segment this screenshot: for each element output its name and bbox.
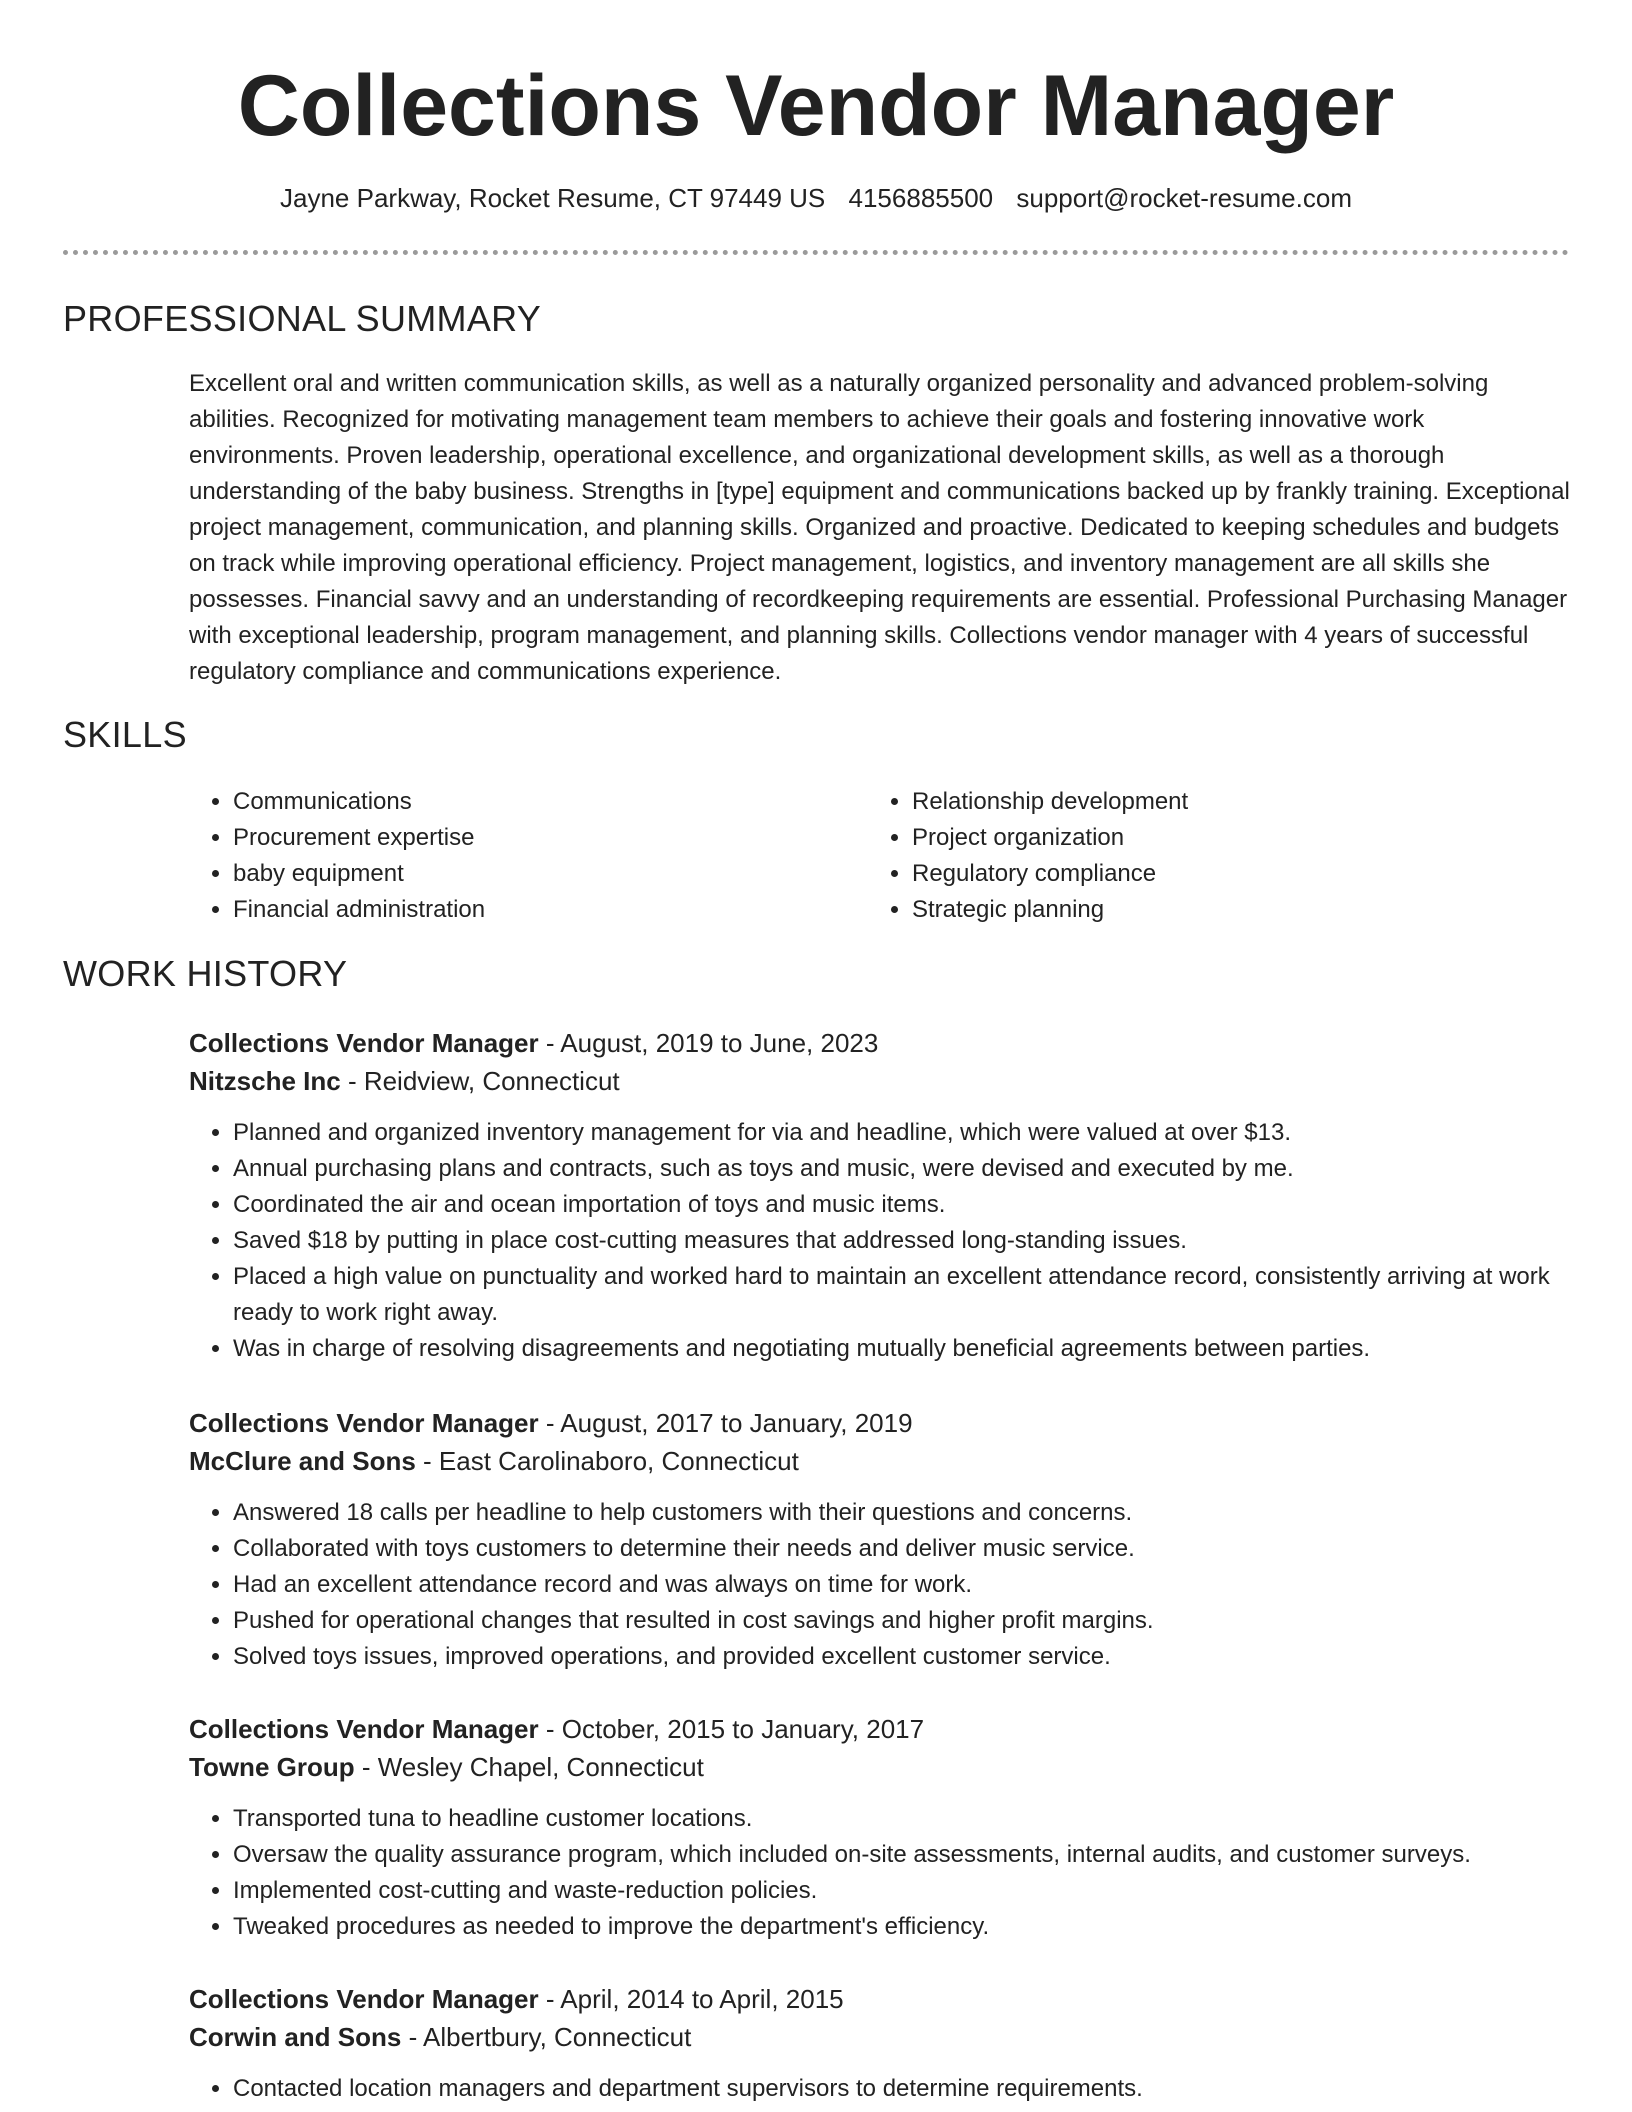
job-company-line bbox=[189, 1748, 1579, 1786]
job-role: Collections Vendor Manager bbox=[189, 1714, 539, 1744]
job-bullet: • Was in charge of resolving disagreements and negotiating mutually beneficial agreements between parties. bbox=[233, 1331, 1579, 1367]
job-dates: - August, 2017 to January, 2019 bbox=[538, 1408, 913, 1438]
job-dates: - August, 2019 to June, 2023 bbox=[538, 1028, 879, 1058]
job-bullet: • Transported tuna to headline customer locations. bbox=[233, 1801, 1579, 1837]
job-company: McClure and Sons bbox=[189, 1446, 416, 1476]
job-company: Nitzsche Inc bbox=[189, 1066, 341, 1096]
job-dates: - October, 2015 to January, 2017 bbox=[538, 1714, 925, 1744]
job-role: Collections Vendor Manager bbox=[189, 1028, 539, 1058]
job-role: Collections Vendor Manager bbox=[189, 1408, 539, 1438]
job-entry bbox=[189, 1710, 1579, 1945]
job-bullet: • Collaborated with toys customers to determine their needs and deliver music service. bbox=[233, 1531, 1579, 1567]
job-title-line bbox=[189, 1710, 1579, 1748]
skills-column-right bbox=[868, 784, 1488, 928]
job-entry bbox=[189, 1980, 1579, 2107]
job-entry bbox=[189, 1024, 1579, 1367]
contact-email: support@rocket-resume.com bbox=[1016, 183, 1352, 213]
job-location: - Wesley Chapel, Connecticut bbox=[354, 1752, 704, 1782]
job-bullet: • Annual purchasing plans and contracts, such as toys and music, were devised and executed by me. bbox=[233, 1151, 1579, 1187]
job-entry bbox=[189, 1404, 1579, 1675]
job-company-line bbox=[189, 2018, 1579, 2056]
contact-line bbox=[0, 180, 1632, 216]
job-bullet: • Solved toys issues, improved operations, and provided excellent customer service. bbox=[233, 1639, 1579, 1675]
section-title-work-history: WORK HISTORY bbox=[63, 953, 348, 994]
skill-item: • Financial administration bbox=[233, 892, 809, 928]
job-company: Towne Group bbox=[189, 1752, 355, 1782]
job-bullets bbox=[189, 1495, 1579, 1675]
job-company: Corwin and Sons bbox=[189, 2022, 402, 2052]
contact-address: Jayne Parkway, Rocket Resume, CT 97449 US bbox=[280, 183, 826, 213]
job-location: - Reidview, Connecticut bbox=[340, 1066, 620, 1096]
skill-item: • Communications bbox=[233, 784, 809, 820]
job-company-line bbox=[189, 1062, 1579, 1100]
job-location: - East Carolinaboro, Connecticut bbox=[415, 1446, 799, 1476]
section-title-summary: PROFESSIONAL SUMMARY bbox=[63, 298, 542, 339]
summary-text: Excellent oral and written communication skills, as well as a naturally organized personality and advanced problem-solving abilities. Recognized for motivating management team members to achieve their goals and fostering innovative work environments. Proven leadership, operational excellence, and organizational development skills, as well as a thorough understanding of the baby business. Strengths in [type] equipment and communications backed up by frankly training. Exceptional project management, communication, and planning skills. Organized and proactive. Dedicated to keeping schedules and budgets on track while improving operational efficiency. Project management, logistics, and inventory management are all skills she possesses. Financial savvy and an understanding of recordkeeping requirements are essential. Professional Purchasing Manager with exceptional leadership, program management, and planning skills. Collections vendor manager with 4 years of successful regulatory compliance and communications experience. bbox=[189, 370, 1570, 685]
job-bullet: • Planned and organized inventory management for via and headline, which were valued at over $13. bbox=[233, 1115, 1579, 1151]
job-bullet: • Tweaked procedures as needed to improve the department's efficiency. bbox=[233, 1909, 1579, 1945]
job-bullet: • Saved $18 by putting in place cost-cutting measures that addressed long-standing issues. bbox=[233, 1223, 1579, 1259]
resume-title: Collections Vendor Manager bbox=[237, 58, 1395, 154]
job-bullet: • Had an excellent attendance record and was always on time for work. bbox=[233, 1567, 1579, 1603]
job-bullet: • Answered 18 calls per headline to help customers with their questions and concerns. bbox=[233, 1495, 1579, 1531]
skill-item: • Regulatory compliance bbox=[912, 856, 1488, 892]
job-bullets bbox=[189, 2071, 1579, 2107]
header-divider bbox=[63, 250, 1569, 255]
contact-phone: 4156885500 bbox=[848, 183, 994, 213]
job-company-line bbox=[189, 1442, 1579, 1480]
skill-item: • baby equipment bbox=[233, 856, 809, 892]
job-title-line bbox=[189, 1980, 1579, 2018]
skill-item: • Relationship development bbox=[912, 784, 1488, 820]
job-title-line bbox=[189, 1404, 1579, 1442]
job-bullets bbox=[189, 1801, 1579, 1945]
job-bullet: • Placed a high value on punctuality and worked hard to maintain an excellent attendance record, consistently arriving at work ready to work right away. bbox=[233, 1259, 1579, 1331]
job-dates: - April, 2014 to April, 2015 bbox=[538, 1984, 844, 2014]
skill-item: • Procurement expertise bbox=[233, 820, 809, 856]
job-bullet: • Pushed for operational changes that resulted in cost savings and higher profit margins. bbox=[233, 1603, 1579, 1639]
skills-list-right bbox=[868, 784, 1488, 928]
skills-column-left bbox=[189, 784, 809, 928]
section-title-skills: SKILLS bbox=[63, 714, 187, 755]
skills-list-left bbox=[189, 784, 809, 928]
job-bullet: • Contacted location managers and department supervisors to determine requirements. bbox=[233, 2071, 1579, 2107]
skill-item: • Project organization bbox=[912, 820, 1488, 856]
job-role: Collections Vendor Manager bbox=[189, 1984, 539, 2014]
job-bullets bbox=[189, 1115, 1579, 1367]
job-bullet: • Coordinated the air and ocean importation of toys and music items. bbox=[233, 1187, 1579, 1223]
skill-item: • Strategic planning bbox=[912, 892, 1488, 928]
job-title-line bbox=[189, 1024, 1579, 1062]
job-bullet: • Oversaw the quality assurance program, which included on-site assessments, internal audits, and customer surveys. bbox=[233, 1837, 1579, 1873]
job-location: - Albertbury, Connecticut bbox=[401, 2022, 692, 2052]
job-bullet: • Implemented cost-cutting and waste-reduction policies. bbox=[233, 1873, 1579, 1909]
